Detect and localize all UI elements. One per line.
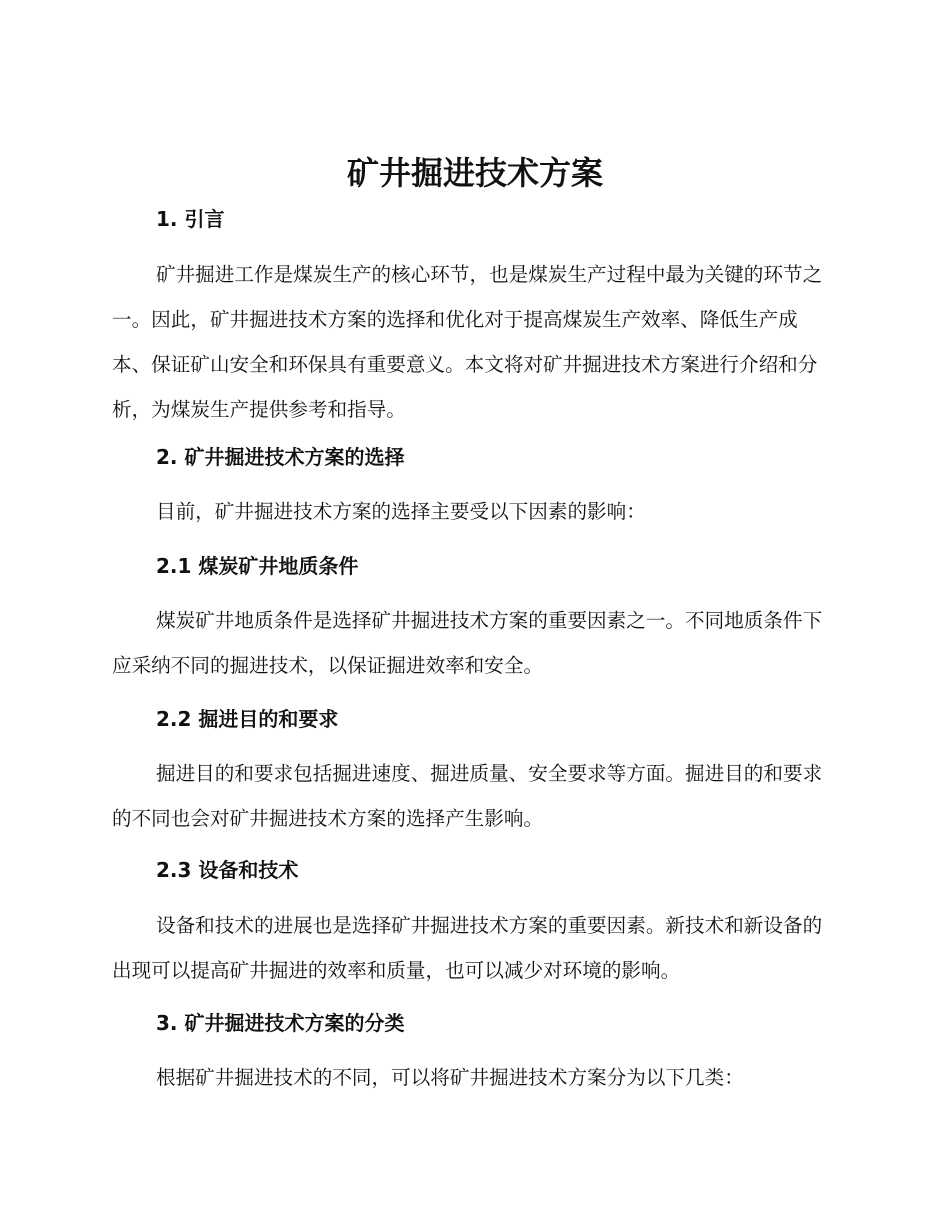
- section-paragraph-classification: 根据矿井掘进技术的不同，可以将矿井掘进技术方案分为以下几类：: [156, 1066, 744, 1089]
- section-heading-purpose: 2.2 掘进目的和要求: [156, 707, 339, 731]
- section-paragraph-purpose: 掘进目的和要求包括掘进速度、掘进质量、安全要求等方面。掘进目的和要求的不同也会对矿井掘进技术方案的选择产生影响。: [112, 762, 823, 830]
- section-paragraph-selection: 目前，矿井掘进技术方案的选择主要受以下因素的影响：: [156, 500, 646, 523]
- document-title: 矿井掘进技术方案: [346, 154, 603, 192]
- section-paragraph-introduction: 矿井掘进工作是煤炭生产的核心环节，也是煤炭生产过程中最为关键的环节之一。因此，矿井掘进技术方案的选择和优化对于提高煤炭生产效率、降低生产成本、保证矿山安全和环保具有重要意义。本文将对矿井掘进技术方案进行介绍和分析，为煤炭生产提供参考和指导。: [112, 263, 823, 421]
- section-heading-geology: 2.1 煤炭矿井地质条件: [156, 554, 359, 578]
- section-paragraph-equipment: 设备和技术的进展也是选择矿井掘进技术方案的重要因素。新技术和新设备的出现可以提高矿井掘进的效率和质量，也可以减少对环境的影响。: [112, 914, 823, 982]
- section-heading-introduction: 1. 引言: [156, 207, 225, 231]
- section-heading-selection: 2. 矿井掘进技术方案的选择: [156, 445, 405, 469]
- section-heading-equipment: 2.3 设备和技术: [156, 858, 299, 882]
- section-paragraph-geology: 煤炭矿井地质条件是选择矿井掘进技术方案的重要因素之一。不同地质条件下应采纳不同的掘进技术，以保证掘进效率和安全。: [112, 609, 823, 677]
- section-heading-classification: 3. 矿井掘进技术方案的分类: [156, 1011, 405, 1035]
